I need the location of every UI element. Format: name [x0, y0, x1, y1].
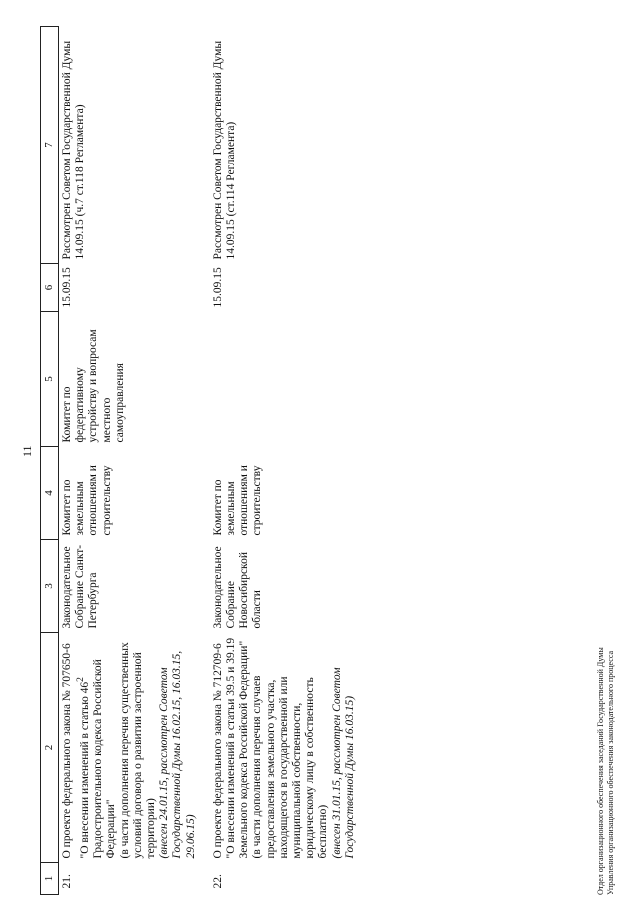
table-row — [210, 27, 369, 895]
footer-line: Управления организационного обеспечения законодательного процесса — [606, 650, 615, 895]
col-header: 4 — [41, 447, 59, 540]
bill-cell — [59, 633, 210, 863]
co-committee: Комитет по федеративному устройству и вопросам местного самоуправления — [61, 329, 126, 443]
initiator: Законодательное Собрание Санкт-Петербурга — [61, 544, 100, 629]
col-header: 3 — [41, 540, 59, 633]
co-committee — [210, 312, 369, 447]
table-row — [59, 27, 210, 895]
bill-cell — [210, 633, 369, 863]
deadline-date: 15.09.15 — [211, 267, 224, 308]
col-header: 7 — [41, 27, 59, 264]
bill-note: (в части дополнения перечня существенных условий договора о развитии застроенной территории) — [118, 642, 158, 859]
bill-history: (внесен 31.01.15, рассмотрен Советом Государственной Думы 16.03.15) — [330, 667, 356, 859]
col-header: 5 — [41, 312, 59, 447]
col-header: 1 — [41, 863, 59, 895]
bill-title: О проекте федерального закона № 712709-6 "О внесении изменений в статьи 39.5 и 39.19 Земельного кодекса Российской Федерации" — [211, 637, 251, 859]
header-row — [41, 27, 59, 895]
col-header: 2 — [41, 633, 59, 863]
bill-title: О проекте федерального закона № 707650-6 "О внесении изменений в статью 46 — [61, 643, 92, 859]
page-number: 11 — [20, 445, 34, 457]
row-number: 21. — [61, 874, 73, 889]
status: Рассмотрен Советом Государственной Думы 14.09.15 (ст.114 Регламента) — [211, 40, 238, 260]
agenda-table — [40, 26, 369, 895]
bill-title-superscript: 2 — [75, 677, 87, 682]
bill-title-rest: Градостроительного кодекса Российской Федерации" — [92, 659, 118, 859]
status: Рассмотрен Советом Государственной Думы 14.09.15 (ч.7 ст.118 Регламента) — [61, 40, 87, 260]
footer — [596, 647, 616, 895]
col-header: 6 — [41, 264, 59, 312]
bill-history: (внесен 24.01.15, рассмотрен Советом Государственной Думы 16.02.15, 16.03.15, 29.06.15) — [158, 650, 197, 859]
initiator: Законодательное Собрание Новосибирской области — [211, 546, 264, 629]
footer-line: Отдел организационного обеспечения заседаний Государственной Думы — [596, 647, 605, 895]
row-number: 22. — [211, 874, 224, 889]
responsible-committee: Комитет по земельным отношениям и строительству — [211, 465, 264, 536]
deadline-date: 15.09.15 — [61, 267, 73, 308]
bill-note: (в части дополнения перечня случаев предоставления земельного участка, находящегося в государственной или муниципальной собственности, юридическому лицу в собственность бесплатно) — [251, 675, 330, 859]
responsible-committee: Комитет по земельным отношениям и строительству — [61, 465, 113, 536]
